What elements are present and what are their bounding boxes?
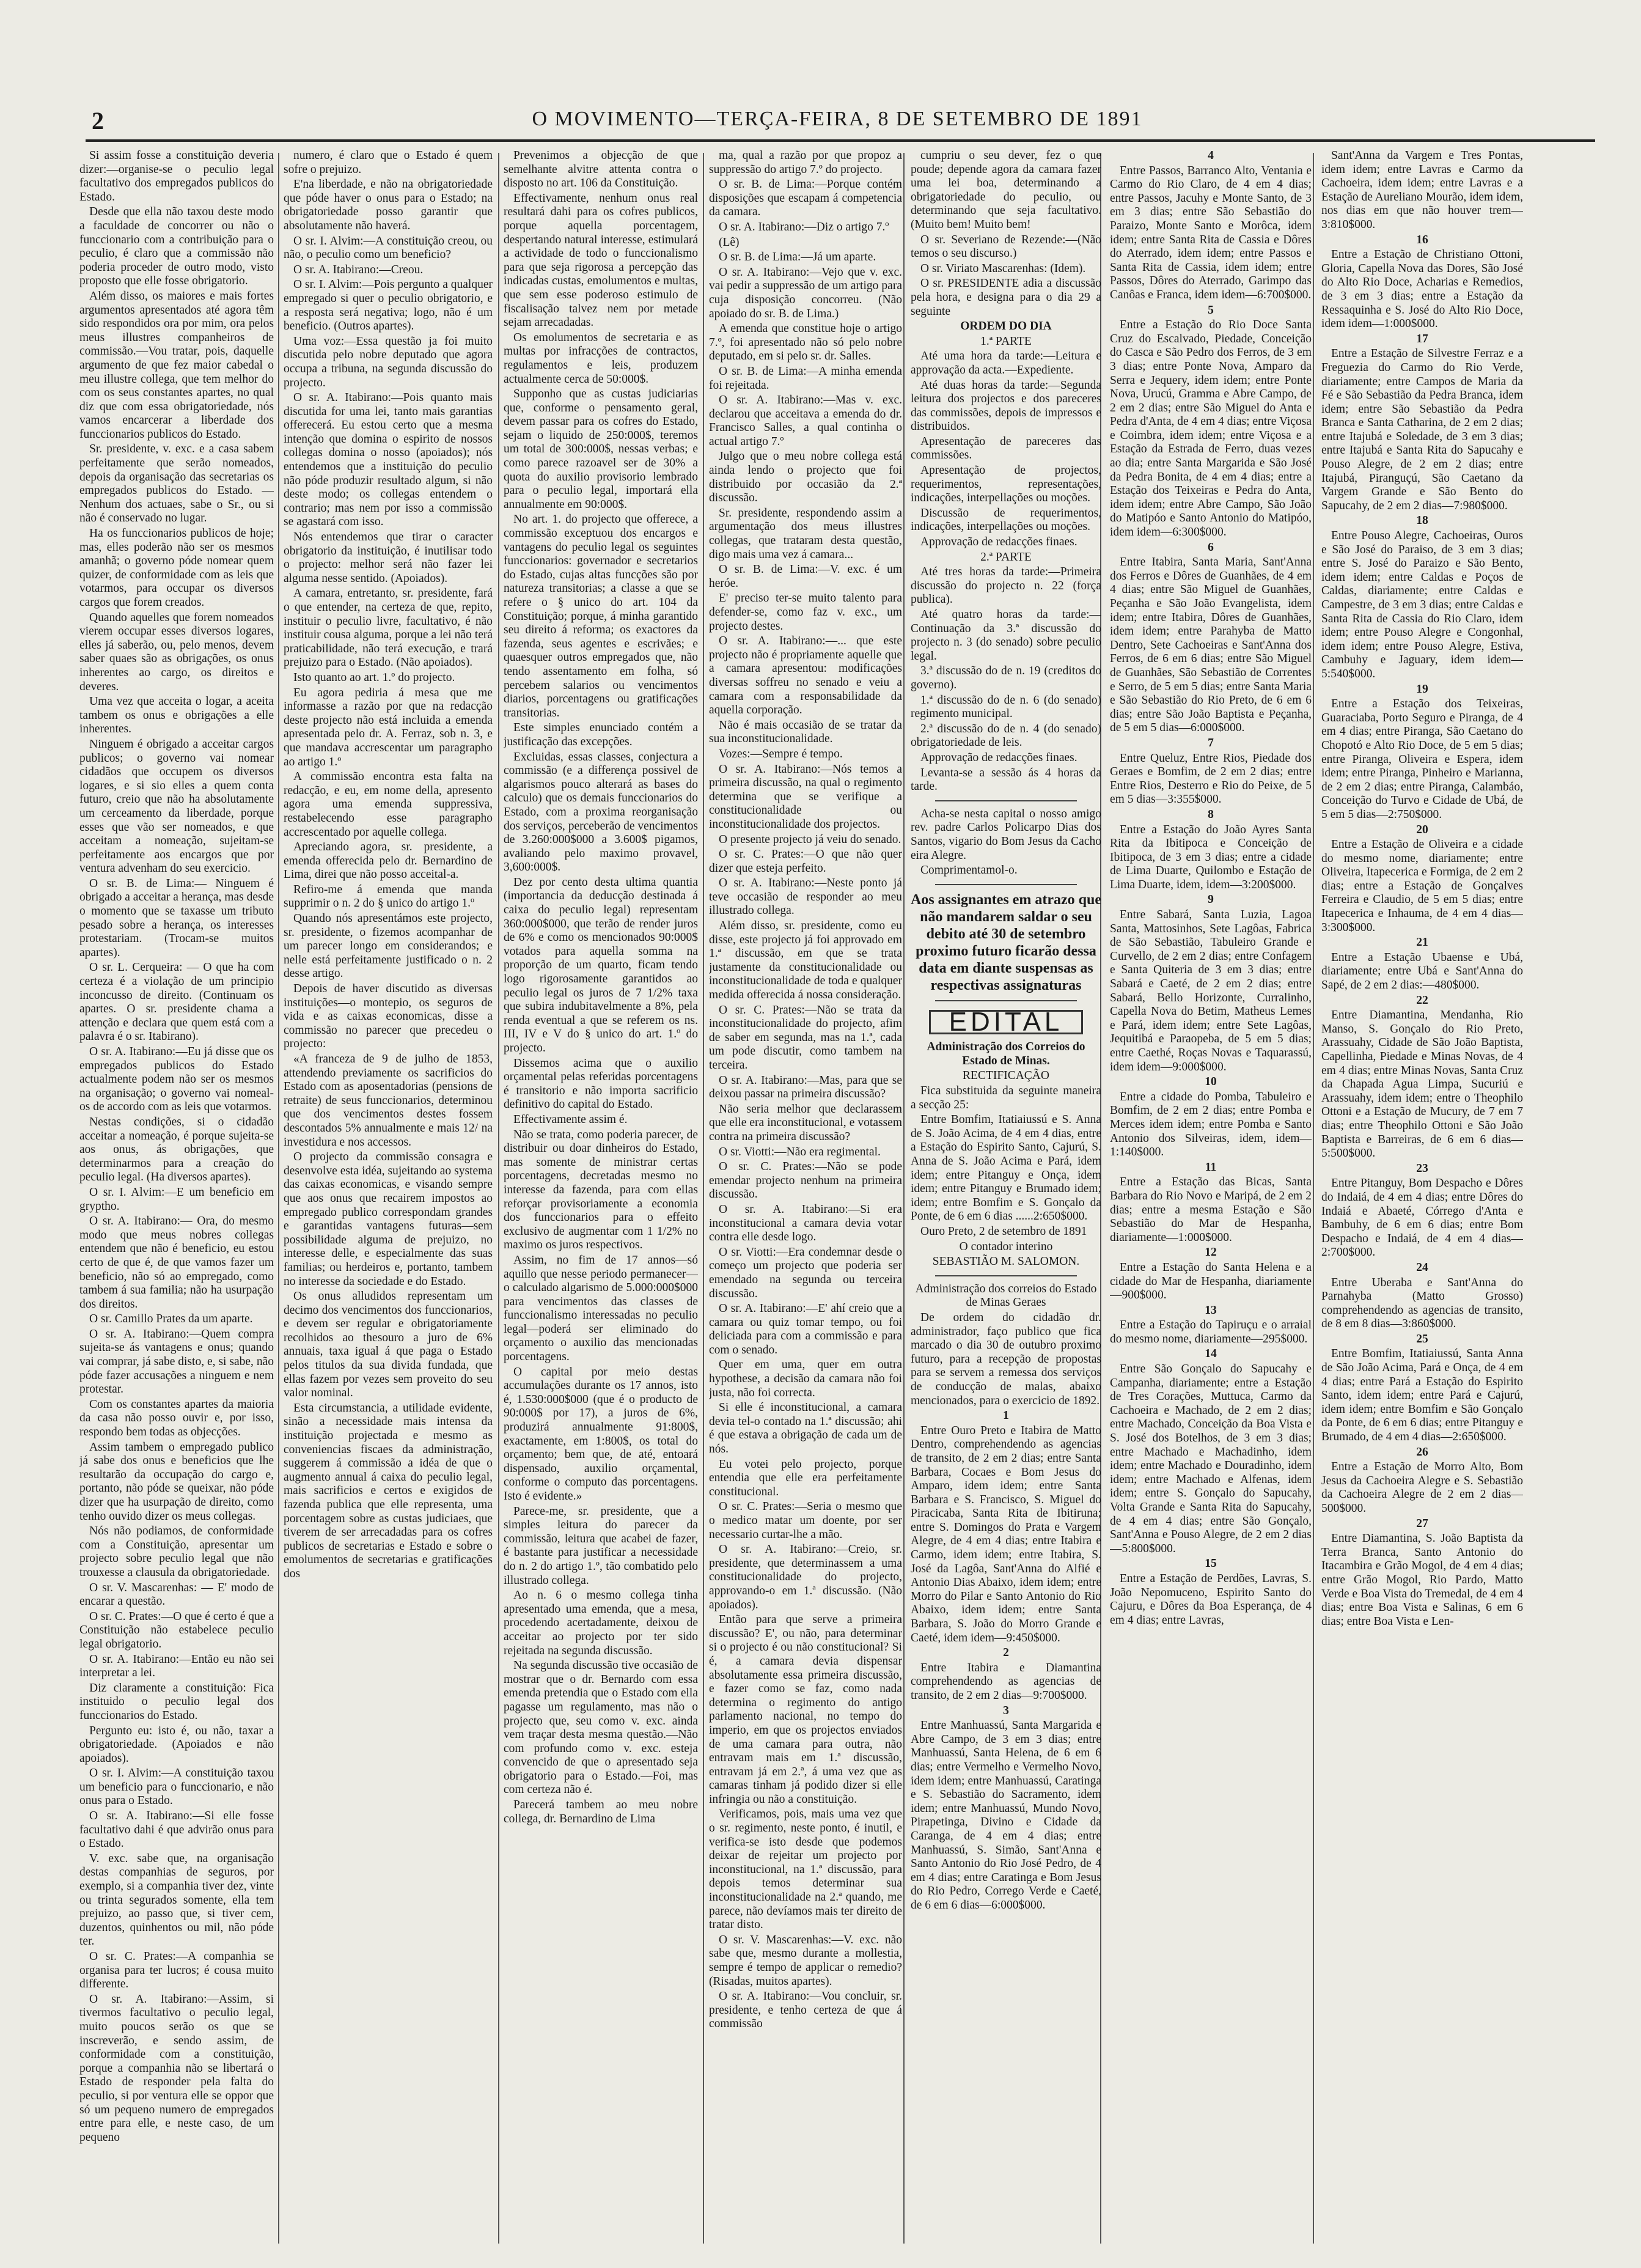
edital-name: SEBASTIÃO M. SALOMON. <box>932 1255 1080 1268</box>
section-number: 22 <box>1416 993 1428 1007</box>
section-number: 7 <box>1208 736 1214 749</box>
admin-intro: De ordem do cidadão dr. administrador, faço publico que fica marcado o dia 30 de outubro proximo futuro, para a recepção de propostas para se servem a remessa dos serviços de conducção de malas, abaixo mencionados, para o exercicio de 1892. <box>911 1311 1101 1407</box>
article-paragraph: «A franceza de 9 de julho de 1853, attendendo previamente os sacrificios do Estado com as aposentadorias (pensions de retraite) de seus funccionarios, determinou que dos vencimentos destes fossem descontados 5% annualmente e mais 12/ na investidura e nos accessos. <box>284 1053 493 1149</box>
article-paragraph: Uma voz:—Essa questão ja foi muito discutida pelo nobre deputado que agora occupa a tribuna, na segunda discussão do projecto. <box>284 334 493 389</box>
masthead-title: O MOVIMENTO—TERÇA-FEIRA, 8 DE SETEMBRO DE 1891 <box>532 108 1143 130</box>
article-paragraph: Sr. presidente, v. exc. e a casa sabem perfeitamente que serão nomeados, depois da organisação das secretarias os empregados publicos do Estado. —Nenhum dos actuaes, sabe o Sr., ou si não é conservado no lugar. <box>79 443 274 525</box>
section-number: 25 <box>1416 1332 1428 1346</box>
article-paragraph: Effectivamente, nenhum onus real resultará dahi para os cofres publicos, porque aquella porcentagem, despertando natural interesse, estimulará a actividade de todo o funccionalismo para que seja rigorosa a percepção das indicadas custas, emolumentos e multas, que sem esse poderoso estimulo de fiscalisação talvez nem por metade sejam arrecadadas. <box>504 191 698 330</box>
article-paragraph: O sr. A. Itabirano:—E' ahí creio que a camara ou quiz tomar tempo, ou foi deliciada para com a commissão e para com o senado. <box>709 1302 902 1357</box>
section-number: 13 <box>1205 1303 1217 1317</box>
article-paragraph: (Lê) <box>719 235 740 249</box>
section-text: Entre Diamantina, S. João Baptista da Terra Branca, Santo Antonio do Itacambira e Grão Mogol, de 4 em 4 dias; entre Grão Mogol, Rio Pardo, Matto Verde e Boa Vista do Tremedal, de 4 em 4 dias; entre Boa Vista e Salinas, 6 em 6 dias; entre Boa Vista e Len- <box>1321 1532 1523 1628</box>
divider <box>935 1275 1077 1276</box>
article-paragraph: O sr. A. Itabirano:—Mas, para que se deixou passar na primeira discussão? <box>709 1073 902 1101</box>
section-number: 2 <box>1003 1646 1009 1660</box>
article-paragraph: Quer em uma, quer em outra hypothese, a decisão da camara não foi justa, não foi correcta. <box>709 1358 902 1399</box>
article-paragraph: O sr. B. de Lima:—Já um aparte. <box>719 251 876 264</box>
article-paragraph: Ha os funccionarios publicos de hoje; mas, elles poderão não ser os mesmos amanhã; o governo póde nomear quem quizer, de conformidade com as leis que votarmos, para occupar os diversos cargos que forem creados. <box>79 527 274 609</box>
ordem-title: ORDEM DO DIA <box>960 320 1052 333</box>
article-paragraph: A emenda que constitue hoje o artigo 7.º, foi apresentado não só pelo nobre deputado, em si pelo sr. dr. Salles. <box>709 322 902 363</box>
article-paragraph: O sr. B. de Lima:—A minha emenda foi rejeitada. <box>709 364 902 392</box>
section-number: 1 <box>1003 1409 1009 1423</box>
section-number: 26 <box>1416 1445 1428 1459</box>
section-number: 18 <box>1416 514 1428 528</box>
article-paragraph: O sr. A. Itabirano:—Creio, sr. presidente, que determinassem a uma constitucionalidade do projecto, approvando-o em 1.ª discussão. (Não apoiados). <box>709 1543 902 1611</box>
section-number: 6 <box>1208 540 1214 554</box>
article-paragraph: A commissão encontra esta falta na redacção, e eu, em nome della, apresento agora uma emenda suppressiva, restabelecendo esse paragrapho accrescentado por aquelle collega. <box>284 770 493 839</box>
section-number: 3 <box>1003 1704 1009 1717</box>
article-paragraph: O sr. A. Itabirano:—Creou. <box>293 263 424 276</box>
article-column-1 <box>79 149 274 2252</box>
article-paragraph: O sr. Viriato Mascarenhas: (Idem). <box>920 262 1086 275</box>
article-paragraph: O sr. A. Itabirano:—Vejo que v. exc. vai pedir a suppressão de um artigo para cuja disposição concorreu. (Não apoiado do sr. B. de Lima.) <box>709 265 902 320</box>
article-paragraph: O sr. C. Prates:—Seria o mesmo que o medico matar um doente, por ser necessario curtar-lhe a mão. <box>709 1500 902 1541</box>
article-paragraph: O sr. I. Alvim:—Pois pergunto a qualquer empregado si quer o peculio obrigatorio, e a resposta será negativa; logo, não é um beneficio. (Outros apartes). <box>284 278 493 333</box>
article-paragraph: Quando aquelles que forem nomeados vierem occupar esses diversos logares, elles já saberão, ou, pelo menos, devem saber quaes são as obrigações, os onus inherentes ao cargo, os direitos e deveres. <box>79 611 274 693</box>
article-paragraph: O sr. A. Itabirano:—Nós temos a primeira discussão, na qual o regimento determina que se verifique a constitucionalidade ou inconstitucionalidade dos projectos. <box>709 762 902 831</box>
section-text: Entre a Estação Ubaense e Ubá, diariamente; entre Ubá e Sant'Anna do Sapé, de 2 em 2 dias:—480$000. <box>1321 951 1523 992</box>
article-paragraph: O sr. B. de Lima:—Porque contém disposições que escapam á competencia da camara. <box>709 178 902 219</box>
edital-title: EDITAL <box>929 1010 1083 1035</box>
article-paragraph: Excluidas, essas classes, conjectura a commissão (e a differença possivel de algarismos pouco alterará as bases do calculo) que os demais funccionarios do Estado, com a proxima reorganisação dos serviços, perceberão de vencimentos de 3.260:000$000 a 3.600$ pigamos, avaliando pelo maximo provavel, 3,600:000$. <box>504 750 698 874</box>
section-text: Entre a Estação do Rio Doce Santa Cruz do Escalvado, Piedade, Conceição do Casca e São Pedro dos Ferros, de 3 em 3 dias; entre Ponte Nova, Amparo da Serra e Jequery, idem idem; entre Ponte Nova, Urucú, Gramma e Abre Campo, de 2 em 2 dias; entre São Miguel do Anta e Pedra d'Anta, de 4 em 4 dias; entre Viçosa e Coimbra, idem idem; entre Viçosa e a Estação da Estrada de Ferro, duas vezes ao dia; entre Santa Margarida e São José da Pedra Bonita, de 4 em 4 dias; entre a Estação dos Teixeiras e Pedra do Anta, idem idem; entre Abre Campo, São João do Matipóo e Santo Antonio do Matipóo, idem idem—6:300$000. <box>1110 318 1312 539</box>
sections-column-2 <box>1321 149 1523 2252</box>
article-paragraph: Si assim fosse a constituição deveria dizer:—organise-se o peculio legal facultativo dos empregados publicos do Estado. <box>79 149 274 204</box>
section-text: Entre a Estação do João Ayres Santa Rita da Ibitipoca e Conceição de Ibitipoca, de 3 em 3 dias; entre a cidade de Lima Duarte, Quilombo e Estação de Lima Duarte, idem, idem—3:200$000. <box>1110 823 1312 891</box>
notices-column <box>911 149 1101 2252</box>
article-paragraph: O sr. Viotti:—Não era regimental. <box>719 1145 881 1158</box>
ordem-item: Apresentação de projectos, requerimentos, representações, indicações, interpellações ou moções. <box>911 464 1101 505</box>
article-paragraph: O sr. A. Itabirano:—Si era inconstitucional a camara devia votar contra elle desde logo. <box>709 1202 902 1244</box>
article-paragraph: ma, qual a razão por que propoz a suppressão do artigo 7.º do projecto. <box>709 149 902 176</box>
section-number: 15 <box>1205 1557 1217 1570</box>
article-paragraph: O presente projecto já veiu do senado. <box>719 833 901 846</box>
article-paragraph: E' preciso ter-se muito talento para defender-se, como faz v. exc., um projecto destes. <box>709 592 902 633</box>
ordem-item: Approvação de redacções finaes. <box>920 751 1077 764</box>
article-paragraph: Depois de haver discutido as diversas instituições—o montepio, os seguros de vida e as caixas economicas, disse a commissão no parecer que precedeu o projecto: <box>284 982 493 1051</box>
section-text: Entre Bomfim, Itatiaiussú, Santa Anna de São João Acima, Pará e Onça, de 4 em 4 dias; entre Pará a Estação do Espirito Santo, idem idem; entre Pará e Cajurú, idem idem; entre Bomfim e São Gonçalo da Ponte, de 6 em 6 dias; entre Pitanguy e Brumado, de 4 em 4 dias—2:650$000. <box>1321 1347 1523 1444</box>
article-paragraph: O sr. A. Itabirano:—Vou concluir, sr. presidente, e tenho certeza de que á commissão <box>709 1990 902 2031</box>
notice-padre-end: Comprimentamol-o. <box>920 864 1018 877</box>
article-paragraph: Os emolumentos de secretaria e as multas por infracções de contractos, regulamentos e leis, produzem actualmente cerca de 50:000$. <box>504 331 698 386</box>
section-text: Entre a Estação do Tapiruçu e o arraial do mesmo nome, diariamente—295$000. <box>1110 1319 1312 1346</box>
article-paragraph: O sr. I. Alvim:—A constituição taxou um beneficio para o funccionario, e não onus para o Estado. <box>79 1767 274 1808</box>
section-text: Entre a Estação das Bicas, Santa Barbara do Rio Novo e Maripá, de 2 em 2 dias; entre a mesma Estação e São Sebastião do Mar de Hespanha, diariamente—1:000$000. <box>1110 1176 1312 1244</box>
page-number: 2 <box>92 107 104 134</box>
section-number: 27 <box>1416 1517 1428 1530</box>
edital-signer: O contador interino <box>959 1240 1053 1253</box>
article-paragraph: O sr. A. Itabirano:— Ora, do mesmo modo que meus nobres collegas entendem que não é beneficio, eu estou certo de que é, de que vamos fazer um beneficio, não só ao empregado, como tambem á sua familia; não ha usurpação dos direitos. <box>79 1215 274 1311</box>
section-text: Entre Passos, Barranco Alto, Ventania e Carmo do Rio Claro, de 4 em 4 dias; entre Passos, Jacuhy e Monte Santo, de 3 em 3 dias; entre São Sebastião do Paraizo, Monte Santo e Morôca, idem idem; entre Santa Rita de Cassia e Dôres do Aterrado, idem idem; entre Passos e Santa Rita de Cassia, idem idem; entre Passos, Dôres do Aterrado, Garimpo das Canôas e Franca, idem idem—6:700$000. <box>1110 164 1312 301</box>
article-column-2 <box>284 149 493 2252</box>
section-number: 10 <box>1205 1075 1217 1089</box>
article-paragraph: Na segunda discussão tive occasião de mostrar que o dr. Bernardo com essa emenda pretendia que o Estado com ella pagasse um regulamento, mas não o projecto que, seu como v. exc. ainda vem traçar desta mesma questão.—Não com profundo como v. exc. esteja convencido de que o apresentado seja obrigatorio para o Estado.—Foi, mas com certeza não é. <box>504 1659 698 1797</box>
section-text: Entre Pouso Alegre, Cachoeiras, Ouros e São José do Paraiso, de 3 em 3 dias; entre S. José do Paraizo e São Bento, idem idem; entre Caldas e Poços de Caldas, diariamente; entre Caldas e Campestre, de 3 em 3 dias; entre Caldas e Santa Rita de Cassia do Rio Claro, idem idem; entre Pouso Alegre e Congonhal, idem idem; entre Pouso Alegre, Estiva, Cambuhy e Jaguary, idem idem—5:540$000. <box>1321 529 1523 680</box>
article-paragraph: Parecerá tambem ao meu nobre collega, dr. Bernardino de Lima <box>504 1799 698 1825</box>
article-paragraph: Refiro-me á emenda que manda supprimir o n. 2 do § unico do artigo 1.º <box>284 883 493 910</box>
divider <box>935 884 1077 885</box>
article-paragraph: Eu agora pediria á mesa que me informasse a razão por que na redacção deste projecto não está incluida a emenda apresentada pelo dr. A. Ferraz, sob n. 3, e que mandava accrescentar um paragrapho ao artigo 1.º <box>284 686 493 768</box>
ordem-item: Até uma hora da tarde:—Leitura e approvação da acta.—Expediente. <box>911 350 1101 377</box>
section-number: 11 <box>1205 1160 1217 1174</box>
article-paragraph: Uma vez que acceita o logar, a aceita tambem os onus e obrigações a elle inherentes. <box>79 695 274 736</box>
section-text: Entre Diamantina, Mendanha, Rio Manso, S. Gonçalo do Rio Preto, Arassuahy, Cidade de São João Baptista, Capellinha, Piedade e Minas Novas, de 4 em 4 dias; entre Minas Novas, Santa Cruz da Chapada Agua Limpa, Sucuriú e Arassuahy, idem idem; entre o Theophilo Ottoni e a Estação de Mucury, de 7 em 7 dias; entre Theophilo Ottoni e São João Baptista e Barreiras, de 6 em 6 dias—5:500$000. <box>1321 1009 1523 1160</box>
article-paragraph: Nós entendemos que tirar o caracter obrigatorio da instituição, é inutilisar todo o projecto: melhor será não fazer lei alguma nesse sentido. (Apoiados). <box>284 531 493 585</box>
article-paragraph: Com os constantes apartes da maioria da casa não posso ouvir e, por isso, respondo bem todas as objecções. <box>79 1397 274 1439</box>
article-paragraph: Além disso, sr. presidente, como eu disse, este projecto já foi approvado em 1.ª discussão, em que se trata justamente da constitucionalidade ou inconstitucionalidade de toda e qualquer medida offerecida á nossa consideração. <box>709 919 902 1002</box>
section-number: 8 <box>1208 808 1214 821</box>
section-text: Entre Pitanguy, Bom Despacho e Dôres do Indaiá, de 4 em 4 dias; entre Dôres do Indaiá e Abaeté, Córrego d'Anta e Bambuhy, de 6 em 6 dias; entre Bom Despacho e Indaiá, de 4 em 4 dias—2:700$000. <box>1321 1177 1523 1259</box>
article-paragraph: Este simples enunciado contém a justificação das excepções. <box>504 721 698 748</box>
section-text: Entre Uberaba e Sant'Anna do Parnahyba (Matto Grosso) comprehendendo as agencias de transito, de 8 em 8 dias—3:860$000. <box>1321 1276 1523 1331</box>
section-text: Entre a Estação de Perdões, Lavras, S. João Nepomuceno, Espirito Santo do Cajuru, e Dôres da Boa Esperança, de 4 em 4 dias; entre Lavras, <box>1110 1572 1312 1627</box>
article-paragraph: O sr. I. Alvim:—E um beneficio em gryptho. <box>79 1185 274 1213</box>
section-number: 20 <box>1416 823 1428 836</box>
section-text: Entre Ouro Preto e Itabira de Matto Dentro, comprehendendo as agencias de transito, de 2 em 2 dias; entre Santa Barbara, Cocaes e Bom Jesus do Amparo, idem idem; entre Santa Barbara e S. Francisco, S. Miguel do Piracicaba, Santa Rita de Ibitiruna; entre S. Domingos do Prata e Vargem Alegre, de 4 em 4 dias; entre Itabira e Carmo, idem idem; entre Itabira, S. José da Lagôa, Sant'Anna do Alfié e Antonio Dias Abaixo, idem idem; entre Morro do Pilar e Santo Antonio do Rio Abaixo, idem idem; entre Santa Barbara, S. João do Morro Grande e Caeté, idem idem—9:450$000. <box>911 1424 1101 1644</box>
article-paragraph: Além disso, os maiores e mais fortes argumentos apresentados até agora têm sido respondidos ora por mim, ora pelos meus illustres companheiros de commissão.—Vou tratar, pois, daquelle argumento de que fez maior cabedal o meu illustre collega, que tem melhor do com os seus constantes apartes, no qual diz que com essa obrigatoriedade, nós vamos encarcerar a liberdade dos funccionarios publicos do Estado. <box>79 289 274 441</box>
article-paragraph: E'na liberdade, e não na obrigatoriedade que póde haver o onus para o Estado; na obrigatoriedade posso garantir que absolutamente não haverá. <box>284 178 493 232</box>
article-paragraph: Supponho que as custas judiciarias que, conforme o pensamento geral, devem passar para os cofres do Estado, sejam o liquido de 250:000$, teremos um total de 300:000$, nessas verbas; e como parece razoavel ser de 30% a quota do auxilio provisorio lembrado para o peculio legal, importará ella annualmente em 90:000$. <box>504 388 698 511</box>
article-paragraph: Isto quanto ao art. 1.º do projecto. <box>293 671 455 684</box>
admin-heading: Administração dos correios do Estado de Minas Geraes <box>915 1282 1097 1309</box>
article-paragraph: Diz claramente a constituição: Fica instituido o peculio legal dos funccionarios do Estado. <box>79 1681 274 1722</box>
ordem-item: Approvação de redacções finaes. <box>920 536 1077 549</box>
article-paragraph: O sr. L. Cerqueira: — O que ha com certeza é a violação de um principio inconcusso de direito. (Continuam os apartes. O sr. presidente chama a attenção e declara que quem está com a palavra é o sr. Itabirano). <box>79 961 274 1044</box>
article-paragraph: Então para que serve a primeira discussão? E', ou não, para determinar si o projecto é ou não constitucional? Si é, a camara devia dispensar absolutamente essa primeira discussão, e fazer como se faz, como nada determina o regimento do antigo parlamento nacional, no tempo do imperio, em que os projectos enviados de uma camara para outra, não entravam mais em 1.ª discussão, entravam já em 2.ª, á uma vez que as camaras tinham já podido dizer si elle infringia ou não a constituição. <box>709 1613 902 1806</box>
article-paragraph: O sr. C. Prates:—A companhia se organisa para ter lucros; é cousa muito differente. <box>79 1950 274 1991</box>
article-paragraph: Não é mais occasião de se tratar da sua inconstitucionalidade. <box>709 718 902 746</box>
subscribers-notice: Aos assignantes em atrazo que não mandarem saldar o seu debito até 30 de setembro proximo futuro ficarão dessa data em diante suspensas as respectivas assignaturas <box>911 891 1101 993</box>
section-text: Entre a Estação dos Teixeiras, Guaraciaba, Porto Seguro e Piranga, de 4 em 4 dias; entre Piranga, São Caetano do Chopotó e Alto Rio Doce, de 5 em 5 dias; entre Piranga, Oliveira e Espera, idem idem; entre Piranga, Pinheiro e Marianna, de 2 em 2 dias; entre Piranga, Calambáo, Conceição do Turvo e Cidade de Ubá, de 5 em 5 dias—2:750$000. <box>1321 698 1523 821</box>
article-column-4 <box>709 149 902 2252</box>
article-paragraph: cumpriu o seu dever, fez o que poude; depende agora da camara fazer uma lei boa, determinando a obrigatoriedade do peculio, ou determinando que seja facultativo. (Muito bem! Muito bem! <box>911 149 1101 231</box>
article-paragraph: Dissemos acima que o auxilio orçamental pelas referidas porcentagens é transitorio e não importa sacrificio definitivo do capital do Estado. <box>504 1056 698 1111</box>
article-paragraph: Effectivamente assim é. <box>513 1113 628 1126</box>
article-paragraph: No art. 1. do projecto que offerece, a commissão exceptuou dos encargos e vantagens do peculio legal os seguintes funccionarios: governador e secretarios do Estado, cujas altas funcções são por natureza transitorias; a classe a que se refere o § unico do art. 104 da Constituição; porque, á minha garantido seu direito á reforma; os exactores da fazenda, seus agentes e escrivães; e quaesquer outros empregados que, não tendo assentamento em folha, só percebem salarios ou vencimentos diarios, porcentagens ou gratificações transitorias. <box>504 513 698 720</box>
article-paragraph: Os onus alludidos representam um decimo dos vencimentos dos funccionarios, e devem ser regular e obrigatoriamente recolhidos ao thesouro a juro de 6% annuais, taxa igual á que paga o Estado pelos titulos da sua divida fundada, que ellas fazem por vezes sem proveito do seu valor nominal. <box>284 1290 493 1400</box>
section-number: 9 <box>1208 893 1214 907</box>
section-text: Entre a cidade do Pomba, Tabuleiro e Bomfim, de 2 em 2 dias; entre Pomba e Merces idem idem; entre Pomba e Santo Antonio dos Silveiras, idem, idem—1:140$000. <box>1110 1090 1312 1159</box>
article-paragraph: Prevenimos a objecção de que semelhante alvitre attenta contra o disposto no art. 106 da Constituição. <box>504 149 698 190</box>
article-paragraph: O sr. Viotti:—Era condemnar desde o começo um projecto que poderia ser emendado na segunda ou terceira discussão. <box>709 1245 902 1300</box>
sections-column-1 <box>1110 149 1312 2252</box>
section-text: Entre São Gonçalo do Sapucahy e Campanha, diariamente; entre a Estação de Tres Corações, Muttuca, Carmo da Cachoeira e Machado, de 2 em 2 dias; entre Machado, Conceição da Boa Vista e S. José dos Botelhos, de 3 em 3 dias; entre Machado e Machadinho, idem idem; entre Machado e Douradinho, idem idem; entre Machado e Alfenas, idem idem; entre S. Gonçalo do Sapucahy, Volta Grande e Santa Rita do Sapucahy, de 4 em 4 dias; entre São Gonçalo, Sant'Anna e Pouso Alegre, de 2 em 2 dias—5:800$000. <box>1110 1363 1312 1555</box>
article-paragraph: O sr. A. Itabirano:—Quem compra sujeita-se ás vantagens e onus; quando vai comprar, já sabe disto, e, si sabe, não póde fazer accusações a ninguem e nem protestar. <box>79 1327 274 1396</box>
article-paragraph: Nestas condições, si o cidadão acceitar a nomeação, é porque sujeita-se aos onus, ás obrigações, que determinarmos para a creação do peculio legal. (Ha diversos apartes). <box>79 1115 274 1184</box>
section-text: Entre a Estação de Morro Alto, Bom Jesus da Cachoeira Alegre e S. Sebastião da Cachoeira Alegre de 2 em 2 dias—500$000. <box>1321 1460 1523 1515</box>
edital-rect: RECTIFICAÇÃO <box>963 1069 1049 1083</box>
article-paragraph: Julgo que o meu nobre collega está ainda lendo o projecto que foi distribuido por occasião da 2.ª discussão. <box>709 450 902 505</box>
article-paragraph: V. exc. sabe que, na organisação destas companhias de seguros, por exemplo, si a companhia tiver dez, vinte ou trinta segurados somente, ella tem prejuizo, ao passo que, si tiver cem, duzentos, quinhentos ou mil, não póde ter. <box>79 1852 274 1948</box>
section-number: 24 <box>1416 1261 1428 1274</box>
article-paragraph: Pergunto eu: isto é, ou não, taxar a obrigatoriedade. (Apoiados e não apoiados). <box>79 1724 274 1765</box>
article-paragraph: O projecto da commissão consagra e desenvolve esta idéa, sujeitando ao systema das caixas economicas, e visando sempre que aos onus que recairem impostos ao empregado publico correspondam grandes e garantidas vantagens futuras—sem possibilidade alguma de prejuizo, no interesse delle, e especialmente das suas familias; ou herdeiros e, portanto, tambem no interesse da sociedade e do Estado. <box>284 1151 493 1288</box>
article-paragraph: O sr. A. Itabirano:—Assim, si tivermos facultativo o peculio legal, muito poucos serão os que se inscreverão, e sendo assim, de conformidade com a constituição, porque a companhia não se libertará o Estado de responder pela falta do peculio, si por ventura elle se oppor que só um pequeno numero de empregados entre para elle, e neste caso, de um pequeno <box>79 1992 274 2144</box>
article-paragraph: O sr. PRESIDENTE adia a discussão pela hora, e designa para o dia 29 a seguinte <box>911 277 1101 318</box>
edital-intro: Fica substituida da seguinte maneira a secção 25: <box>911 1084 1101 1111</box>
section-text: Entre a Estação do Santa Helena e a cidade do Mar de Hespanha, diariamente—900$000. <box>1110 1261 1312 1302</box>
section-text: Entre a Estação de Silvestre Ferraz e a Freguezia do Carmo do Rio Verde, diariamente; entre Campos de Maria da Fé e São Sebastião da Pedra Branca, idem idem; entre São Sebastião da Pedra Branca e Santa Catharina, de 2 em 2 dias; entre Itajubá e Soledade, de 3 em 3 dias; entre Itajubá e Santa Rita do Sapucahy e Pouso Alegre, de 2 em 2 dias; entre Itajubá, Piranguçú, São Caetano da Vargem Grande e São Bento do Sapucahy, de 2 em 2 dias—7:980$000. <box>1321 347 1523 512</box>
article-paragraph: O capital por meio destas accumulações durante os 17 annos, isto é, 1.530:000$000 (que é o producto de 90:000$ por 17), a juros de 6%, produzirá annualmente 91:800$, exactamente, em 1:800$, os total do orçamento; bem que, de até, entoará dispensado, auxilio orçamental, conforme o computo das porcentagens. Isto é evidente.» <box>504 1365 698 1503</box>
article-paragraph: O sr. V. Mascarenhas: — E' modo de encarar a questão. <box>79 1581 274 1608</box>
section-text: Entre a Estação de Oliveira e a cidade do mesmo nome, diariamente; entre Oliveira, Itapecerica e Formiga, de 2 em 2 dias; entre a Estação de Gonçalves Ferreira e Claudio, de 5 em 5 dias; entre Itapecerica e Inhauma, de 4 em 4 dias—3:300$000. <box>1321 838 1523 934</box>
ordem-item: Até duas horas da tarde:—Segunda leitura dos projectos e dos pareceres das commissões, depois de impressos e distribuidos. <box>911 378 1101 433</box>
article-paragraph: Não seria melhor que declarassem que elle era inconstitucional, e votassem contra na primeira discussão? <box>709 1102 902 1143</box>
article-paragraph: Apreciando agora, sr. presidente, a emenda offerecida pelo dr. Bernardino de Lima, direi que não posso acceital-a. <box>284 841 493 882</box>
section-number: 19 <box>1416 682 1428 696</box>
ordem-item: Até tres horas da tarde:—Primeira discussão do projecto n. 22 (força publica). <box>911 565 1101 606</box>
article-paragraph: Nós não podiamos, de conformidade com a Constituição, apresentar um projecto sobre peculio legal que não trouxesse a clausula da obrigatoriedade. <box>79 1525 274 1579</box>
header-rule <box>86 139 1595 142</box>
article-paragraph: O sr. I. Alvim:—A constituição creou, ou não, o peculio como um beneficio? <box>284 234 493 262</box>
article-paragraph: Assim, no fim de 17 annos—só aquillo que nesse periodo permanecer—o calculado algarismo de 5.000:000$000 para vencimentos das classes de funccionalismo interessadas no peculio legal—poderá ser eliminado do orçamento o auxilio das mencionadas porcentagens. <box>504 1253 698 1364</box>
article-paragraph: Eu votei pelo projecto, porque entendia que elle era perfeitamente constitucional. <box>709 1457 902 1498</box>
section-number: 5 <box>1208 303 1214 317</box>
divider <box>935 1000 1077 1001</box>
article-paragraph: O sr. Camillo Prates da um aparte. <box>89 1313 253 1326</box>
ordem-item: 3.ª discussão do de n. 19 (creditos do governo). <box>911 665 1101 691</box>
article-paragraph: Ao n. 6 o mesmo collega tinha apresentado uma emenda, que a mesa, procedendo acertadamente, deixou de acceitar ao projecto por ter sido rejeitada na segunda discussão. <box>504 1589 698 1657</box>
notice-padre: Acha-se nesta capital o nosso amigo rev. padre Carlos Policarpo Dias dos Santos, vigario do Bom Jesus da Cacho eira Alegre. <box>911 807 1101 862</box>
article-paragraph: O sr. A. Itabirano:—Diz o artigo 7.º <box>719 220 889 234</box>
article-paragraph: Não se trata, como poderia parecer, de distribuir ou doar dinheiros do Estado, mas somente de ministrar certas porcentagens, decretadas mesmo no interesse da fazenda, para com ellas reforçar provisoriamente a economia dos funccionarios para o effeito exclusivo de augmentar com 1 1/2% no maximo os juros respectivos. <box>504 1128 698 1252</box>
divider <box>935 800 1077 801</box>
article-paragraph: Assim tambem o empregado publico já sabe dos onus e beneficios que lhe resultarão da occupação do cargo e, portanto, não póde se queixar, não póde dizer que ha usurpação de direito, como tenho ouvido dizer os meus collegas. <box>79 1440 274 1523</box>
ordem-item: Discussão de requerimentos, indicações, interpellações ou moções. <box>911 506 1101 534</box>
article-paragraph: Desde que ella não taxou deste modo a faculdade de concorrer ou não o funccionario com a contribuição para o peculio, é claro que a commissão não poderia proceder de outro modo, visto proposto que elle fosse obrigatorio. <box>79 205 274 288</box>
ordem-item: Até quatro horas da tarde:—Continuação da 3.ª discussão do projecto n. 3 (do senado) sobre peculio legal. <box>911 608 1101 663</box>
article-paragraph: O sr. A. Itabirano:—Neste ponto já teve occasião de responder ao meu illustrado collega. <box>709 877 902 918</box>
article-paragraph: A camara, entretanto, sr. presidente, fará o que entender, na certeza de que, repito, instituir o peculio livre, facultativo, é não instituir cousa alguma, porque a lei não terá praticabilidade, não terá execução, e trará prejuizo para o Estado. (Não apoiados). <box>284 587 493 669</box>
section-number: 4 <box>1208 149 1214 162</box>
article-paragraph: Ninguem é obrigado a acceitar cargos publicos; o governo vai nomear cidadãos que occupem os diversos logares, e si sio elles a quem conta futuro, creio que não ha absolutamente um cerceamento da liberdade, porque esses que vão ser nomeados, e que acceitam a nomeação, sujeitam-se perfeitamente aos encargos que por ventura advenham do seu exercicio. <box>79 737 274 875</box>
ordem-parte-2: 2.ª PARTE <box>980 550 1032 564</box>
section-text: Entre a Estação de Christiano Ottoni, Gloria, Capella Nova das Dores, São José do Alto Rio Doce, Acharias e Remedios, de 3 em 3 dias; entre a Estação da Ressaquinha e S. José do Alto Rio Doce, idem idem—1:000$000. <box>1321 248 1523 331</box>
article-paragraph: Parece-me, sr. presidente, que a simples leitura do parecer da commissão, leitura que acabei de fazer, é bastante para justificar a necessidade do n. 2 do artigo 1.º, tão combatido pelo illustrado collega. <box>504 1504 698 1587</box>
article-paragraph: O sr. V. Mascarenhas:—V. exc. não sabe que, mesmo durante a mollestia, sempre é tempo de applicar o remedio? (Risadas, muitos apartes). <box>709 1933 902 1988</box>
page-header <box>73 103 1601 139</box>
section-number: 14 <box>1205 1347 1217 1361</box>
article-paragraph: Verificamos, pois, mais uma vez que o sr. regimento, neste ponto, é inutil, e verifica-se isto desde que podemos deixar de rejeitar um projecto por inconstitucional, na 1.ª discussão, para depois temos determinar sua inconstitucionalidade na 2.ª quando, me parece, não devíamos mais ter direito de tratar disto. <box>709 1808 902 1932</box>
article-paragraph: Sr. presidente, respondendo assim a argumentação dos meus illustres collegas, que trataram desta questão, digo mais uma vez á camara... <box>709 506 902 561</box>
article-paragraph: O sr. C. Prates:—Não se pode emendar projecto nenhum na primeira discussão. <box>709 1160 902 1201</box>
section-number: 12 <box>1205 1246 1217 1259</box>
article-paragraph: numero, é claro que o Estado é quem sofre o prejuizo. <box>284 149 493 176</box>
section-text: Entre Sabará, Santa Luzia, Lagoa Santa, Mattosinhos, Sete Lagôas, Fabrica de São Sebastião, Tabuleiro Grande e Curvello, de 2 em 2 dias; entre Confagem e Santa Quiteria de 3 em 3 dias; entre Sabará e Caeté, de 2 em 2 dias; entre Sabará, Bello Horizonte, Curralinho, Capella Nova do Betim, Matheus Lemes e Pará, idem idem; entre Sete Lagôas, Jequitibá e Paraopeba, de 5 em 5 dias; entre Caethé, Roças Novas e Taquarassú, idem idem—9:000$000. <box>1110 908 1312 1073</box>
article-paragraph: O sr. C. Prates:—O que não quer dizer que esteja perfeito. <box>709 848 902 875</box>
article-paragraph: O sr. B. de Lima:—V. exc. é um heróe. <box>709 563 902 590</box>
article-paragraph: O sr. A. Itabirano:—... que este projecto não é propriamente aquelle que a camara apresentou: modificações diversas soffreu no senado e veiu a camara com a responsabilidade da aquella corporação. <box>709 635 902 717</box>
ordem-parte-1: 1.ª PARTE <box>980 334 1032 348</box>
edital-heading: Administração dos Correios do Estado de Minas. <box>927 1040 1085 1067</box>
section-number: 17 <box>1416 332 1428 345</box>
article-column-3 <box>504 149 698 2252</box>
article-paragraph: Quando nós apresentámos este projecto, sr. presidente, o fizemos acompanhar de um parecer longo em considerandos; e nelle está perfeitamente justificado o n. 2 desse artigo. <box>284 912 493 981</box>
section-text: Entre Queluz, Entre Rios, Piedade dos Geraes e Bomfim, de 2 em 2 dias; entre Entre Rios, Desterro e Rio do Peixe, de 5 em 5 dias—3:355$000. <box>1110 751 1312 806</box>
columns <box>79 149 1601 2252</box>
article-paragraph: O sr. C. Prates:—O que é certo é que a Constituição não estabelece peculio legal obrigatorio. <box>79 1610 274 1651</box>
ordem-item: Levanta-se a sessão ás 4 horas da tarde. <box>911 766 1101 793</box>
edital-body: Entre Bomfim, Itatiaiussú e S. Anna de S. João Acima, de 4 em 4 dias, entre a Estação do Espirito Santo, Cajurú, S. Anna de S. João Acima e Pará, idem idem; entre Pitanguy e Onça, idem idem; entre Pitanguy e Brumado idem; idem; entre Bomfim e S. Gonçalo da Ponte, de 6 em 6 dias ......2:650$000. <box>911 1113 1101 1223</box>
article-paragraph: O sr. A. Itabirano:—Mas v. exc. declarou que acceitava a emenda do dr. Francisco Salles, a qual continha o actual artigo 7.º <box>709 394 902 448</box>
ordem-item: 1.ª discussão do de n. 6 (do senado) regimento municipal. <box>911 693 1101 721</box>
section-number: 23 <box>1416 1162 1428 1175</box>
article-paragraph: O sr. A. Itabirano:—Então eu não sei interpretar a lei. <box>79 1652 274 1680</box>
article-paragraph: Si elle é inconstitucional, a camara devia tel-o contado na 1.ª discussão; ahi é que estava a obrigação de cada um de nós. <box>709 1401 902 1456</box>
article-paragraph: O sr. A. Itabirano:—Si elle fosse facultativo dahi é que advirão onus para o Estado. <box>79 1810 274 1850</box>
ordem-item: 2.ª discussão do de n. 4 (do senado) obrigatoriedade de leis. <box>911 722 1101 749</box>
section-text: Entre Itabira e Diamantina comprehendendo as agencias de transito, de 2 em 2 dias—9:700$000. <box>911 1661 1101 1702</box>
edital-date: Ouro Preto, 2 de setembro de 1891 <box>920 1225 1087 1238</box>
section-number: 16 <box>1416 233 1428 246</box>
section-text: Entre Itabira, Santa Maria, Sant'Anna dos Ferros e Dôres de Guanhães, de 4 em 4 dias; entre São Miguel de Guanhães, Peçanha e São João Evangelista, idem idem; entre Itabira, Dôres de Guanhães, idem idem; entre Parahyba de Matto Dentro, Sete Cachoeiras e Sant'Anna dos Ferros, de 6 em 6 dias; entre São Miguel de Guanhães, São Sebastião de Correntes e Serro, de 5 em 5 dias; entre Santa Maria e São Sebastião do Rio Preto, de 6 em 6 dias; entre São João Baptista e Peçanha, de 5 em 5 dias—6:000$000. <box>1110 556 1312 735</box>
article-paragraph: O sr. Severiano de Rezende:—(Não temos o seu discurso.) <box>911 233 1101 260</box>
section-number: 21 <box>1416 936 1428 949</box>
section-text: Entre Manhuassú, Santa Margarida e Abre Campo, de 3 em 3 dias; entre Manhuassú, Santa Helena, de 6 em 6 dias; entre Vermelho e Vermelho Novo, idem idem; entre Manhuassú, Caratinga e S. Sebastião do Sacramento, idem idem; entre Manhuassú, Mundo Novo, Pirapetinga, Divino e Cidade da Caranga, de 4 em 4 dias; entre Manhuassú, S. Simão, Sant'Anna e Santo Antonio do Rio José Pedro, de 4 em 4 dias; entre Caratinga e Bom Jesus do Rio Pedro, Corrego Verde e Caeté, de 6 em 6 dias—6:000$000. <box>911 1719 1101 1912</box>
article-paragraph: O sr. A. Itabirano:—Eu já disse que os empregados publicos do Estado actualmente podem não ser os mesmos na organisação; o governo vai nomeal-os de accordo com as leis que votarmos. <box>79 1045 274 1114</box>
article-paragraph: Esta circumstancia, a utilidade evidente, sinão a necessidade mais intensa da instituição projectada e mesmo as conveniencias fiscaes da administração, suggerem á commissão a idéa de que o augmento annual á caixa do peculio legal, mais sacrificios e certos e exigidos de fazenda publica que elle representa, uma porcentagem sobre as custas judiciaes, que tiverem de ser arrecadadas para os cofres publicos de secretarias e Estado e sobre o emolumentos de secretarias e gratificações dos <box>284 1401 493 1580</box>
article-paragraph: Vozes:—Sempre é tempo. <box>719 747 843 760</box>
article-paragraph: O sr. C. Prates:—Não se trata da inconstitucionalidade do projecto, afim de saber em segunda, mas na 1.ª, cada um pode discutir, como tambem na terceira. <box>709 1003 902 1072</box>
ordem-item: Apresentação de pareceres das commissões. <box>911 435 1101 462</box>
article-paragraph: Dez por cento desta ultima quantia (importancia da deducção destinada á caixa do peculio legal) representam 360:000$000, que terão de render juros de 6% e como os mencionados 90:000$ votados para aquella somma na proporção de um quarto, ficam tendo logo rigorosamente garantidos ao peculio legal os juros de 7 1/2% taxa que subira indubitavelmente a 8%, pela renda eventual a que se referem os ns. III, IV e V do § unico do art. 1.º do projecto. <box>504 875 698 1055</box>
article-paragraph: O sr. A. Itabirano:—Pois quanto mais discutida for uma lei, tanto mais garantias offerecerá. Eu estou certo que a mesma intenção que domina o espirito de nossos collegas domina o nosso (apoiados); nós entendemos que a instituição do peculio não póde produzir resultado algum, si não deste modo; os collegas entendem o contrario; mas nem por isso a commissão se agastará com isso. <box>284 391 493 529</box>
section-text: Sant'Anna da Vargem e Tres Pontas, idem idem; entre Lavras e Carmo da Cachoeira, idem idem; entre Lavras e a Estação de Aureliano Mourão, idem idem, nos dias em que não houver trem—3:810$000. <box>1321 149 1523 231</box>
article-paragraph: O sr. B. de Lima:— Ninguem é obrigado a acceitar a herança, mas desde o momento que se taxasse um tributo pesado sobre a herança, os interesses protestariam. (Trocam-se muitos apartes). <box>79 877 274 959</box>
